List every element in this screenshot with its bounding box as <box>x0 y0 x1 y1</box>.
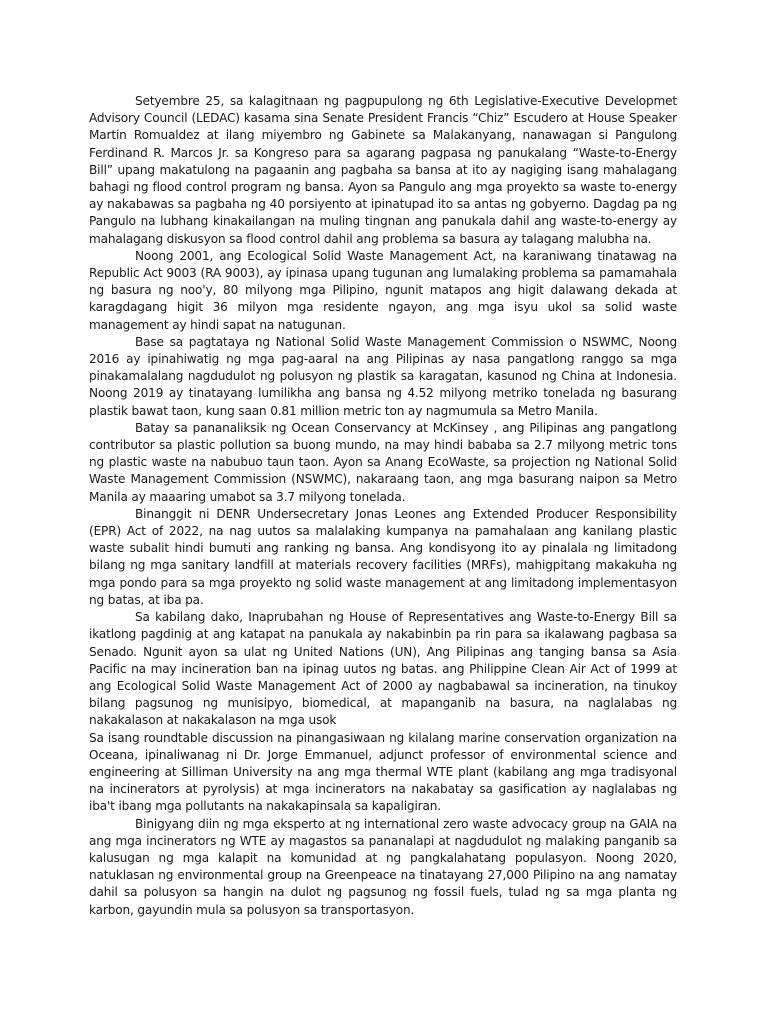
paragraph-8: Binigyang diin ng mga eksperto at ng international zero waste advocacy group na GAIA na ang mga incinerators ng WTE ay magastos sa pananalapi at nagdudulot ng malaking panganib sa kalusugan ng mga kalapit na komunidad at ng pangkalahatang populasyon. Noong 2020, natuklasan ng environmental group na Greenpeace na tinatayang 27,000 Pilipino na ang namatay dahil sa polusyon sa hangin na dulot ng pagsunog ng fossil fuels, tulad ng sa mga planta ng karbon, gayundin mula sa polusyon sa transportasyon. <box>89 816 677 917</box>
paragraph-3: Base sa pagtataya ng National Solid Waste Management Commission o NSWMC, Noong 2016 ay ipinahiwatig ng mga pag-aaral na ang Pilipinas ay nasa pangatlong ranggo sa mga pinakamalalang nagdudulot ng polusyon ng plastik sa karagatan, kasunod ng China at Indonesia. Noong 2019 ay tinatayang lumilikha ang bansa ng 4.52 milyong metriko tonelada ng basurang plastik bawat taon, kung saan 0.81 million metric ton ay nagmumula sa Metro Manila. <box>89 334 677 418</box>
paragraph-7: Sa isang roundtable discussion na pinangasiwaan ng kilalang marine conservation organization na Oceana, ipinaliwanag ni Dr. Jorge Emmanuel, adjunct professor of environmental science and engineering at Silliman University na ang mga thermal WTE plant (kabilang ang mga tradisyonal na incinerators at pyrolysis) at mga incinerators na nakabatay sa gasification ay naglalabas ng iba't ibang mga pollutants na nakakapinsala sa kapaligiran. <box>89 730 677 814</box>
paragraph-1: Setyembre 25, sa kalagitnaan ng pagpupulong ng 6th Legislative-Executive Developmet Advisory Council (LEDAC) kasama sina Senate President Francis “Chiz” Escudero at House Speaker Martin Romualdez at ilang miyembro ng Gabinete sa Malakanyang, nanawagan si Pangulong Ferdinand R. Marcos Jr. sa Kongreso para sa agarang pagpasa ng panukalang “Waste-to-Energy Bill” upang makatulong na pagaanin ang pagbaha sa bansa at ito ay nagiging isang mahalagang bahagi ng flood control program ng bansa. Ayon sa Pangulo ang mga proyekto sa waste to-energy ay nakabawas sa pagbaha ng 40 porsiyento at ipinatupad ito sa antas ng gobyerno. Dagdag pa ng Pangulo na lubhang kinakailangan na muling tingnan ang panukala dahil ang waste-to-energy ay mahalagang diskusyon sa flood control dahil ang problema sa basura ay talagang malubha na. <box>89 94 677 246</box>
paragraph-5: Binanggit ni DENR Undersecretary Jonas Leones ang Extended Producer Responsibility (EPR) Act of 2022, na nag uutos sa malalaking kumpanya na pamahalaan ang kanilang plastic waste subalit hindi bumuti ang ranking ng bansa. Ang kondisyong ito ay pinalala ng limitadong bilang ng mga sanitary landfill at materials recovery facilities (MRFs), mahigpitang makakuha ng mga pondo para sa mga proyekto ng solid waste management at ang limitadong implementasyon ng batas, at iba pa. <box>89 506 677 607</box>
document-body <box>89 93 677 919</box>
paragraph-2: Noong 2001, ang Ecological Solid Waste Management Act, na karaniwang tinatawag na Republic Act 9003 (RA 9003), ay ipinasa upang tugunan ang lumalaking problema sa pamamahala ng basura ng noo'y, 80 milyong mga Pilipino, ngunit matapos ang higit dalawang dekada at karagdagang higit 36 milyon mga residente ngayon, ang mga isyu ukol sa solid waste management ay hindi sapat na natugunan. <box>89 248 677 332</box>
paragraph-6: Sa kabilang dako, Inaprubahan ng House of Representatives ang Waste-to-Energy Bill sa ikatlong pagdinig at ang katapat na panukala ay nakabinbin pa rin para sa ikalawang pagbasa sa Senado. Ngunit ayon sa ulat ng United Nations (UN), Ang Pilipinas ang tanging bansa sa Asia Pacific na may incineration ban na ipinag uutos ng batas. ang Philippine Clean Air Act of 1999 at ang Ecological Solid Waste Management Act of 2000 ay nagbabawal sa incineration, na tinukoy bilang pagsunog ng munisipyo, biomedical, at mapanganib na basura, na naglalabas ng nakakalason at nakakalason na mga usok <box>89 610 677 728</box>
paragraph-4: Batay sa pananaliksik ng Ocean Conservancy at McKinsey , ang Pilipinas ang pangatlong contributor sa plastic pollution sa buong mundo, na may hindi bababa sa 2.7 milyong metric tons ng plastic waste na nabubuo taun taon. Ayon sa Anang EcoWaste, sa projection ng National Solid Waste Management Commission (NSWMC), nakaraang taon, ang mga basurang naipon sa Metro Manila ay maaaring umabot sa 3.7 milyong tonelada. <box>89 420 677 504</box>
